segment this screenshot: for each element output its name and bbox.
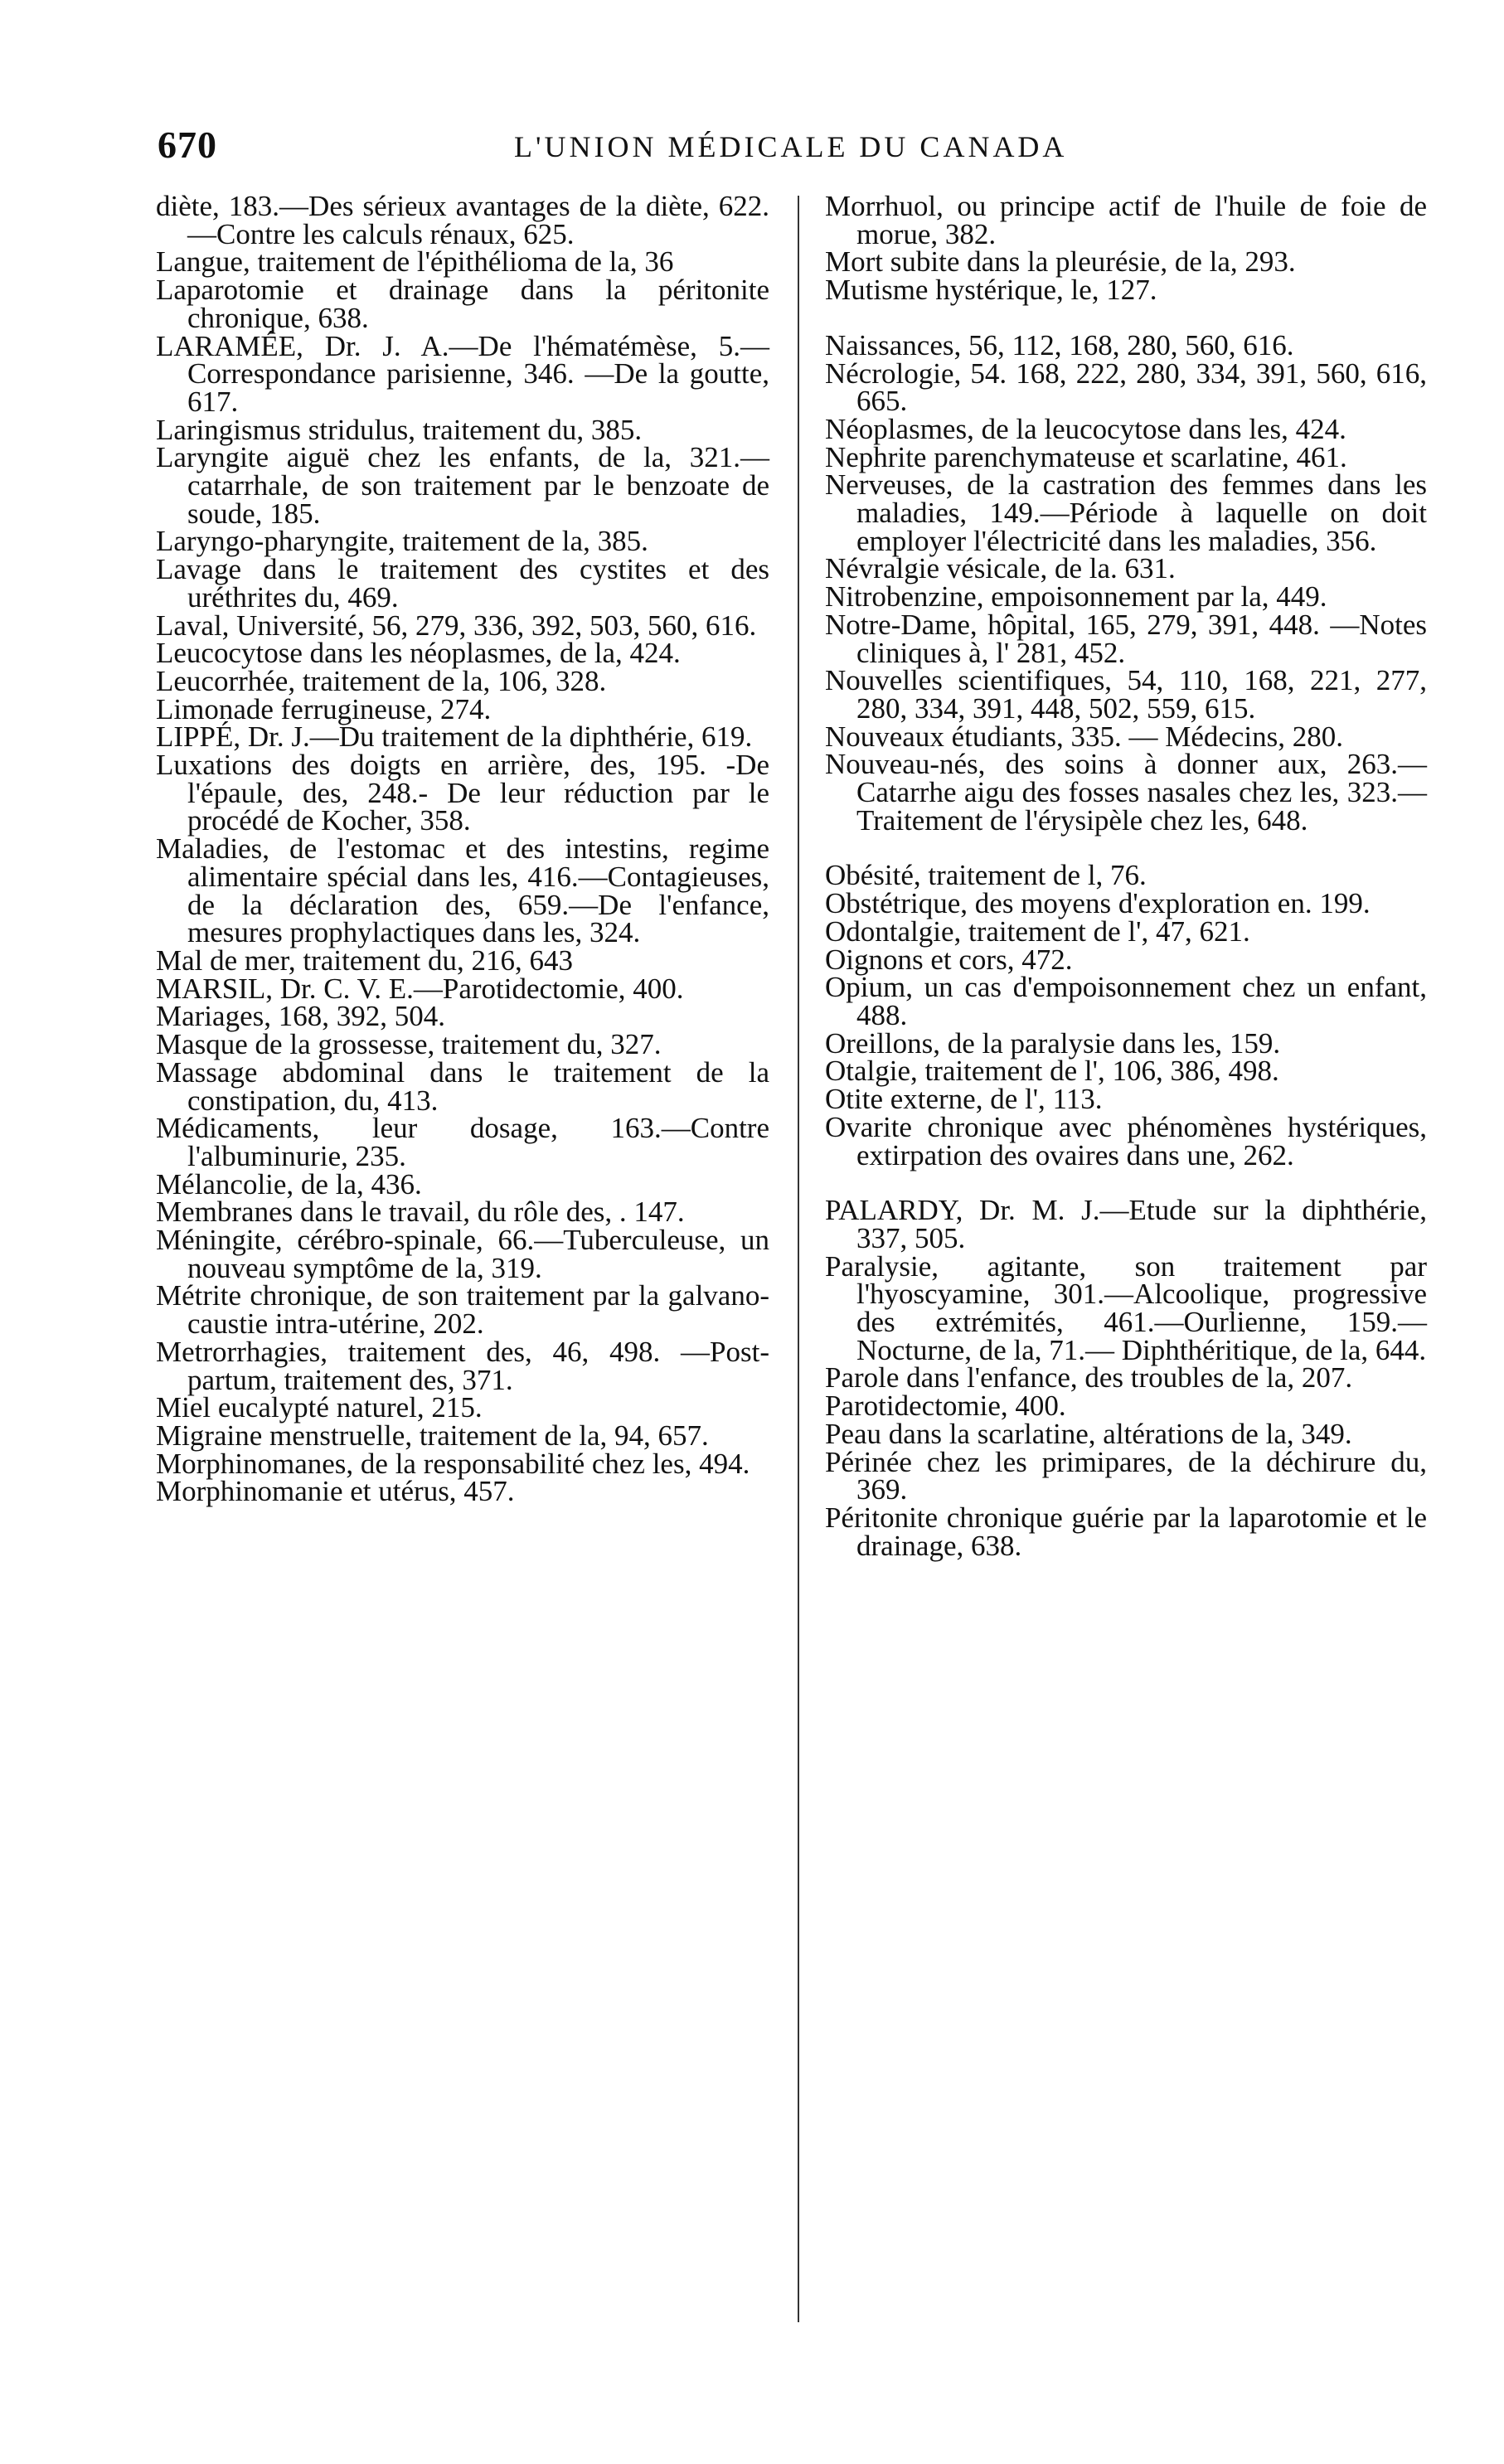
page-header [158, 123, 1439, 172]
index-entry: Nephrite parenchymateuse et scarlatine, 461. [825, 440, 1347, 473]
index-entry: Oreillons, de la paralysie dans les, 159. [825, 1026, 1281, 1060]
index-entry: Laryngite aiguë chez les enfants, de la, 321.—catarrhale, de son traitement par le benzoate de soude, 185. [156, 441, 769, 530]
index-entry: Nouvelles scientifiques, 54, 110, 168, 221, 277, 280, 334, 391, 448, 502, 559, 615. [825, 664, 1427, 725]
index-entry: Métrite chronique, de son traitement par la galvano-caustie intra-utérine, 202. [156, 1279, 769, 1341]
index-entry: Laringismus stridulus, traitement du, 385. [156, 413, 643, 446]
index-entry: Leucorrhée, traitement de la, 106, 328. [156, 664, 607, 697]
section-gap [825, 1169, 1427, 1196]
section-gap [825, 834, 1427, 861]
index-entry: LARAMÉE, Dr. J. A.—De l'hématémèse, 5.—Correspondance parisienne, 346. —De la goutte, 617. [156, 329, 769, 418]
index-entry: Parotidectomie, 400. [825, 1390, 1066, 1423]
index-entry: Nouveau-nés, des soins à donner aux, 263.—Catarrhe aigu des fosses nasales chez les, 323.—Traitement de l'érysipèle chez les, 648. [825, 748, 1427, 837]
index-entry: Mort subite dans la pleurésie, de la, 293. [825, 245, 1296, 279]
index-entry: Nerveuses, de la castration des femmes dans les maladies, 149.—Période à laquelle on doit employer l'électricité dans les maladies, 356. [825, 468, 1427, 557]
index-entry: Mélancolie, de la, 436. [156, 1167, 422, 1200]
index-entry: Morrhuol, ou principe actif de l'huile de foie de morue, 382. [825, 190, 1427, 250]
index-entry: MARSIL, Dr. C. V. E.—Parotidectomie, 400. [156, 972, 684, 1005]
index-entry: Nouveaux étudiants, 335. — Médecins, 280. [825, 720, 1344, 753]
index-entry: Otalgie, traitement de l', 106, 386, 498. [825, 1055, 1279, 1088]
index-entry: Mariages, 168, 392, 504. [156, 1000, 445, 1033]
index-entry: Luxations des doigts en arrière, des, 195. -De l'épaule, des, 248.- De leur réduction par le procédé de Kocher, 358. [156, 749, 769, 837]
index-entry: Limonade ferrugineuse, 274. [156, 692, 492, 725]
index-entry: Membranes dans le travail, du rôle des, . 147. [156, 1196, 685, 1229]
index-entry: Néoplasmes, de la leucocytose dans les, 424. [825, 412, 1346, 445]
index-entry: diète, 183.—Des sérieux avantages de la diète, 622.—Contre les calculs rénaux, 625. [156, 190, 769, 250]
index-entry: Laval, Université, 56, 279, 336, 392, 503, 560, 616. [156, 609, 757, 642]
index-entry: Nitrobenzine, empoisonnement par la, 449. [825, 580, 1327, 614]
index-entry: Notre-Dame, hôpital, 165, 279, 391, 448. —Notes cliniques à, l' 281, 452. [825, 608, 1427, 669]
index-entry: LIPPÉ, Dr. J.—Du traitement de la diphthérie, 619. [156, 720, 753, 754]
index-entry: Médicaments, leur dosage, 163.—Contre l'albuminurie, 235. [156, 1112, 769, 1172]
index-entry: Morphinomanie et utérus, 457. [156, 1475, 515, 1508]
index-entry: Masque de la grossesse, traitement du, 327. [156, 1028, 662, 1061]
index-entry: Otite externe, de l', 113. [825, 1083, 1103, 1116]
index-entry: Parole dans l'enfance, des troubles de la, 207. [825, 1361, 1353, 1394]
index-entry: Massage abdominal dans le traitement de la constipation, du, 413. [156, 1055, 769, 1117]
index-entry: Nécrologie, 54. 168, 222, 280, 334, 391, 560, 616, 665. [825, 357, 1427, 418]
index-entry: Laryngo-pharyngite, traitement de la, 385. [156, 525, 648, 558]
index-entry: Paralysie, agitante, son traitement par l'hyoscyamine, 301.—Alcoolique, progressive des extrémités, 461.—Ourlienne, 159.—Nocturne, de la, 71.— Diphthéritique, de la, 644. [825, 1249, 1427, 1366]
index-entry: Leucocytose dans les néoplasmes, de la, 424. [156, 637, 681, 670]
index-column-left [156, 192, 769, 1506]
index-entry: Mutisme hystérique, le, 127. [825, 274, 1157, 307]
index-entry: Méningite, cérébro-spinale, 66.—Tuberculeuse, un nouveau symptôme de la, 319. [156, 1224, 769, 1284]
index-entry: Oignons et cors, 472. [825, 943, 1073, 976]
running-title: L'UNION MÉDICALE DU CANADA [514, 130, 1068, 163]
index-entry: Lavage dans le traitement des cystites et des uréthrites du, 469. [156, 553, 769, 614]
index-entry: Langue, traitement de l'épithélioma de la, 36 [156, 245, 674, 279]
index-entry: Obésité, traitement de l, 76. [825, 859, 1147, 892]
page-number: 670 [158, 124, 217, 166]
index-entry: Naissances, 56, 112, 168, 280, 560, 616. [825, 328, 1294, 361]
index-entry: Ovarite chronique avec phénomènes hystériques, extirpation des ovaires dans une, 262. [825, 1110, 1427, 1171]
index-entry: Péritonite chronique guérie par la laparotomie et le drainage, 638. [825, 1501, 1427, 1562]
index-entry: Peau dans la scarlatine, altérations de la, 349. [825, 1417, 1352, 1450]
index-entry: Opium, un cas d'empoisonnement chez un enfant, 488. [825, 971, 1427, 1031]
index-entry: Périnée chez les primipares, de la déchirure du, 369. [825, 1445, 1427, 1506]
index-entry: Morphinomanes, de la responsabilité chez les, 494. [156, 1447, 750, 1480]
index-entry: Migraine menstruelle, traitement de la, 94, 657. [156, 1419, 709, 1452]
section-gap [825, 304, 1427, 332]
index-entry: Miel eucalypté naturel, 215. [156, 1391, 483, 1424]
index-entry: Obstétrique, des moyens d'exploration en. 199. [825, 887, 1371, 920]
index-entry: Laparotomie et drainage dans la péritonite chronique, 638. [156, 274, 769, 334]
index-entry: Névralgie vésicale, de la. 631. [825, 552, 1176, 585]
index-entry: PALARDY, Dr. M. J.—Etude sur la diphthérie, 337, 505. [825, 1194, 1427, 1254]
index-entry: Mal de mer, traitement du, 216, 643 [156, 943, 574, 977]
index-column-right [825, 190, 1427, 1562]
index-entry: Maladies, de l'estomac et des intestins, regime alimentaire spécial dans les, 416.—Contagieuses, de la déclaration des, 659.—De l'enfance, mesures prophylactiques dans les, 324. [156, 832, 769, 949]
index-entry: Odontalgie, traitement de l', 47, 621. [825, 914, 1250, 948]
column-divider [798, 196, 799, 2322]
index-entry: Metrorrhagies, traitement des, 46, 498. —Post-partum, traitement des, 371. [156, 1335, 769, 1396]
